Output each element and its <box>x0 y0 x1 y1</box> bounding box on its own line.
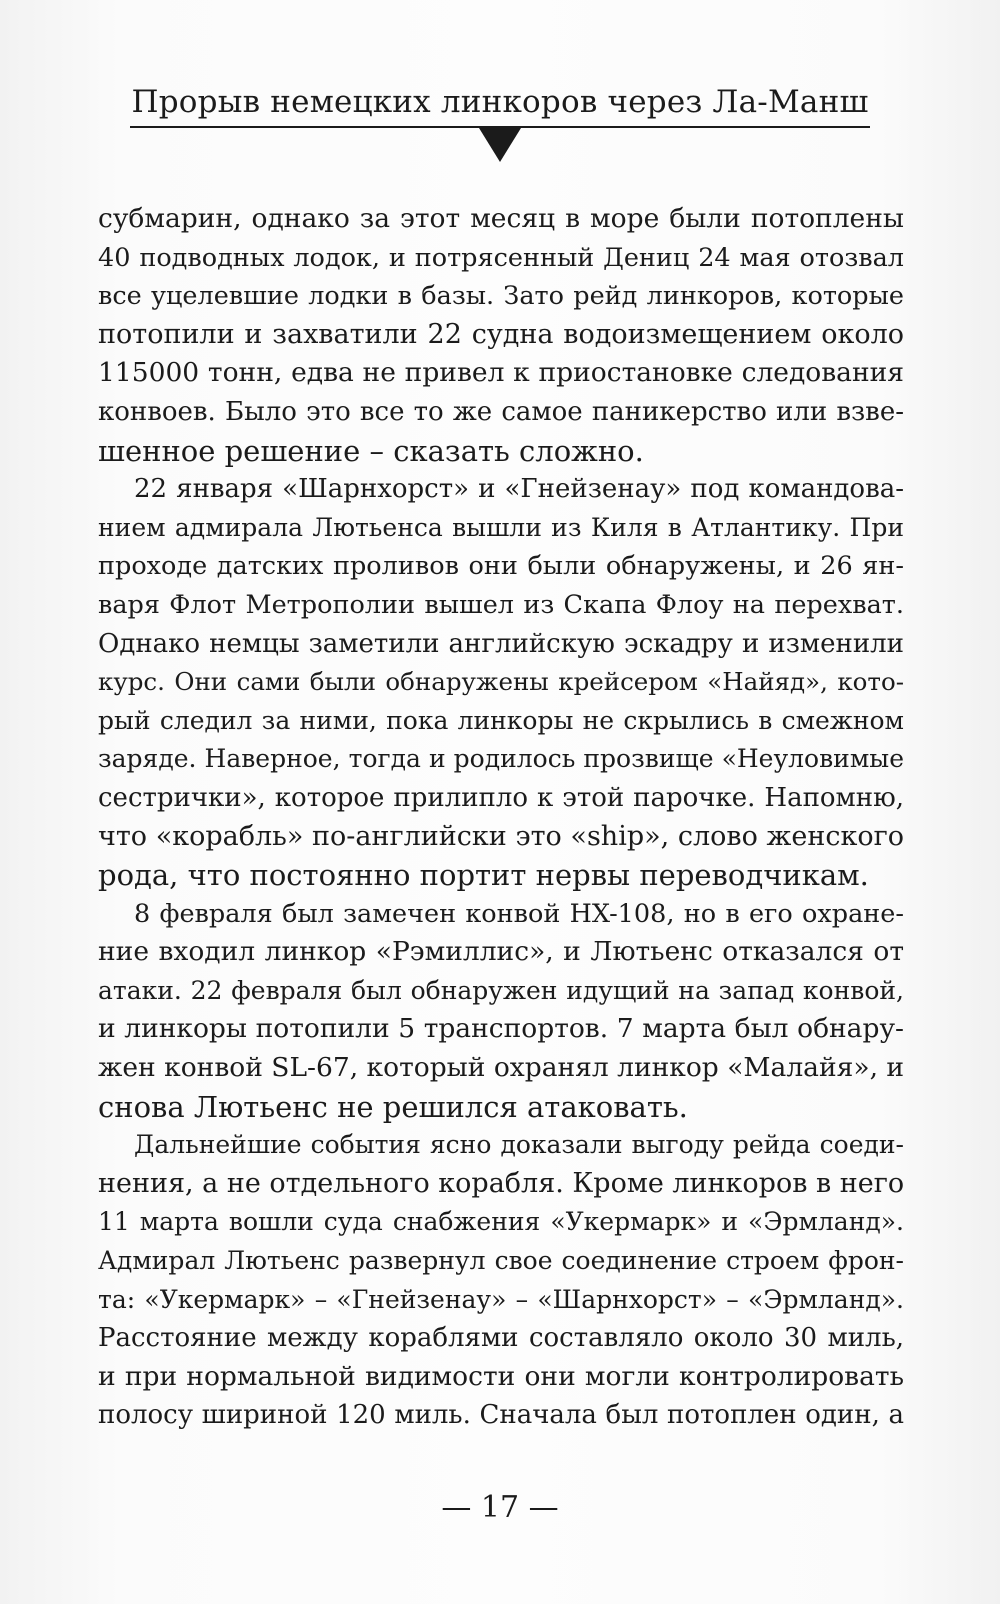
text-line: и при нормальной видимости они могли контролировать <box>98 1360 904 1392</box>
text-line: рода, что постоянно портит нервы переводчикам. <box>98 858 869 893</box>
text-line: сестрички», которое прилипло к этой парочке. Напомню, <box>98 782 904 813</box>
running-title: Прорыв немецких линкоров через Ла-Манш <box>131 84 869 120</box>
text-line: ние входил линкор «Рэмиллис», и Лютьенс отказался от <box>98 936 904 968</box>
text-line: шенное решение – сказать сложно. <box>98 433 644 468</box>
text-line: 115000 тонн, едва не привел к приостановке следования <box>98 357 904 389</box>
text-line: субмарин, однако за этот месяц в море были потоплены <box>98 203 904 234</box>
text-line: 40 подводных лодок, и потрясенный Дениц 24 мая отозвал <box>98 242 904 273</box>
text-line: 11 марта вошли суда снабжения «Укермарк» и «Эрмланд». <box>98 1207 904 1237</box>
text-line: что «корабль» по-английски это «ship», слово женского <box>98 820 904 852</box>
text-line: конвоев. Было это все то же самое паникерство или взве- <box>98 396 904 427</box>
running-header <box>130 82 870 162</box>
text-line: заряде. Наверное, тогда и родилось прозвище «Неуловимые <box>98 744 904 774</box>
text-line: и линкоры потопили 5 транспортов. 7 марта был обнару- <box>98 1013 904 1045</box>
text-line: полосу шириной 120 миль. Сначала был потоплен один, а <box>98 1400 904 1431</box>
text-line: та: «Укермарк» – «Гнейзенау» – «Шарнхорст» – «Эрмланд». <box>98 1284 904 1314</box>
text-line: рый следил за ними, пока линкоры не скрылись в смежном <box>98 705 904 735</box>
paragraph <box>98 470 904 895</box>
body-text <box>98 200 904 1435</box>
text-line: варя Флот Метрополии вышел из Скапа Флоу на перехват. <box>98 589 904 620</box>
text-line: Расстояние между кораблями составляло около 30 миль, <box>98 1323 904 1354</box>
text-line: Адмирал Лютьенс развернул свое соединение строем фрон- <box>98 1246 904 1276</box>
text-line: жен конвой SL-67, который охранял линкор «Малайя», и <box>98 1052 905 1084</box>
text-line: атаки. 22 февраля был обнаружен идущий на запад конвой, <box>98 975 904 1005</box>
page-number: — 17 — <box>441 1490 559 1525</box>
text-line: потопили и захватили 22 судна водоизмещением около <box>98 318 904 350</box>
paragraph <box>98 200 904 470</box>
text-line: 22 января «Шарнхорст» и «Гнейзенау» под командова- <box>134 474 904 505</box>
text-line: нения, а не отдельного корабля. Кроме линкоров в него <box>98 1167 905 1199</box>
paragraph <box>98 1126 904 1435</box>
text-line: Однако немцы заметили английскую эскадру и изменили <box>98 628 904 659</box>
text-line: все уцелевшие лодки в базы. Зато рейд линкоров, которые <box>98 281 904 312</box>
paragraph <box>98 895 904 1127</box>
text-line: Дальнейшие события ясно доказали выгоду рейда соеди- <box>134 1130 904 1160</box>
header-triangle-ornament <box>479 128 521 162</box>
text-line: проходе датских проливов они были обнаружены, и 26 ян- <box>98 551 904 582</box>
text-line: нием адмирала Лютьенса вышли из Киля в Атлантику. При <box>98 512 904 542</box>
text-line: 8 февраля был замечен конвой HX-108, но в его охране- <box>134 898 904 929</box>
text-line: курс. Они сами были обнаружены крейсером «Найяд», кото- <box>98 667 904 697</box>
text-line: снова Лютьенс не решился атаковать. <box>98 1089 688 1124</box>
